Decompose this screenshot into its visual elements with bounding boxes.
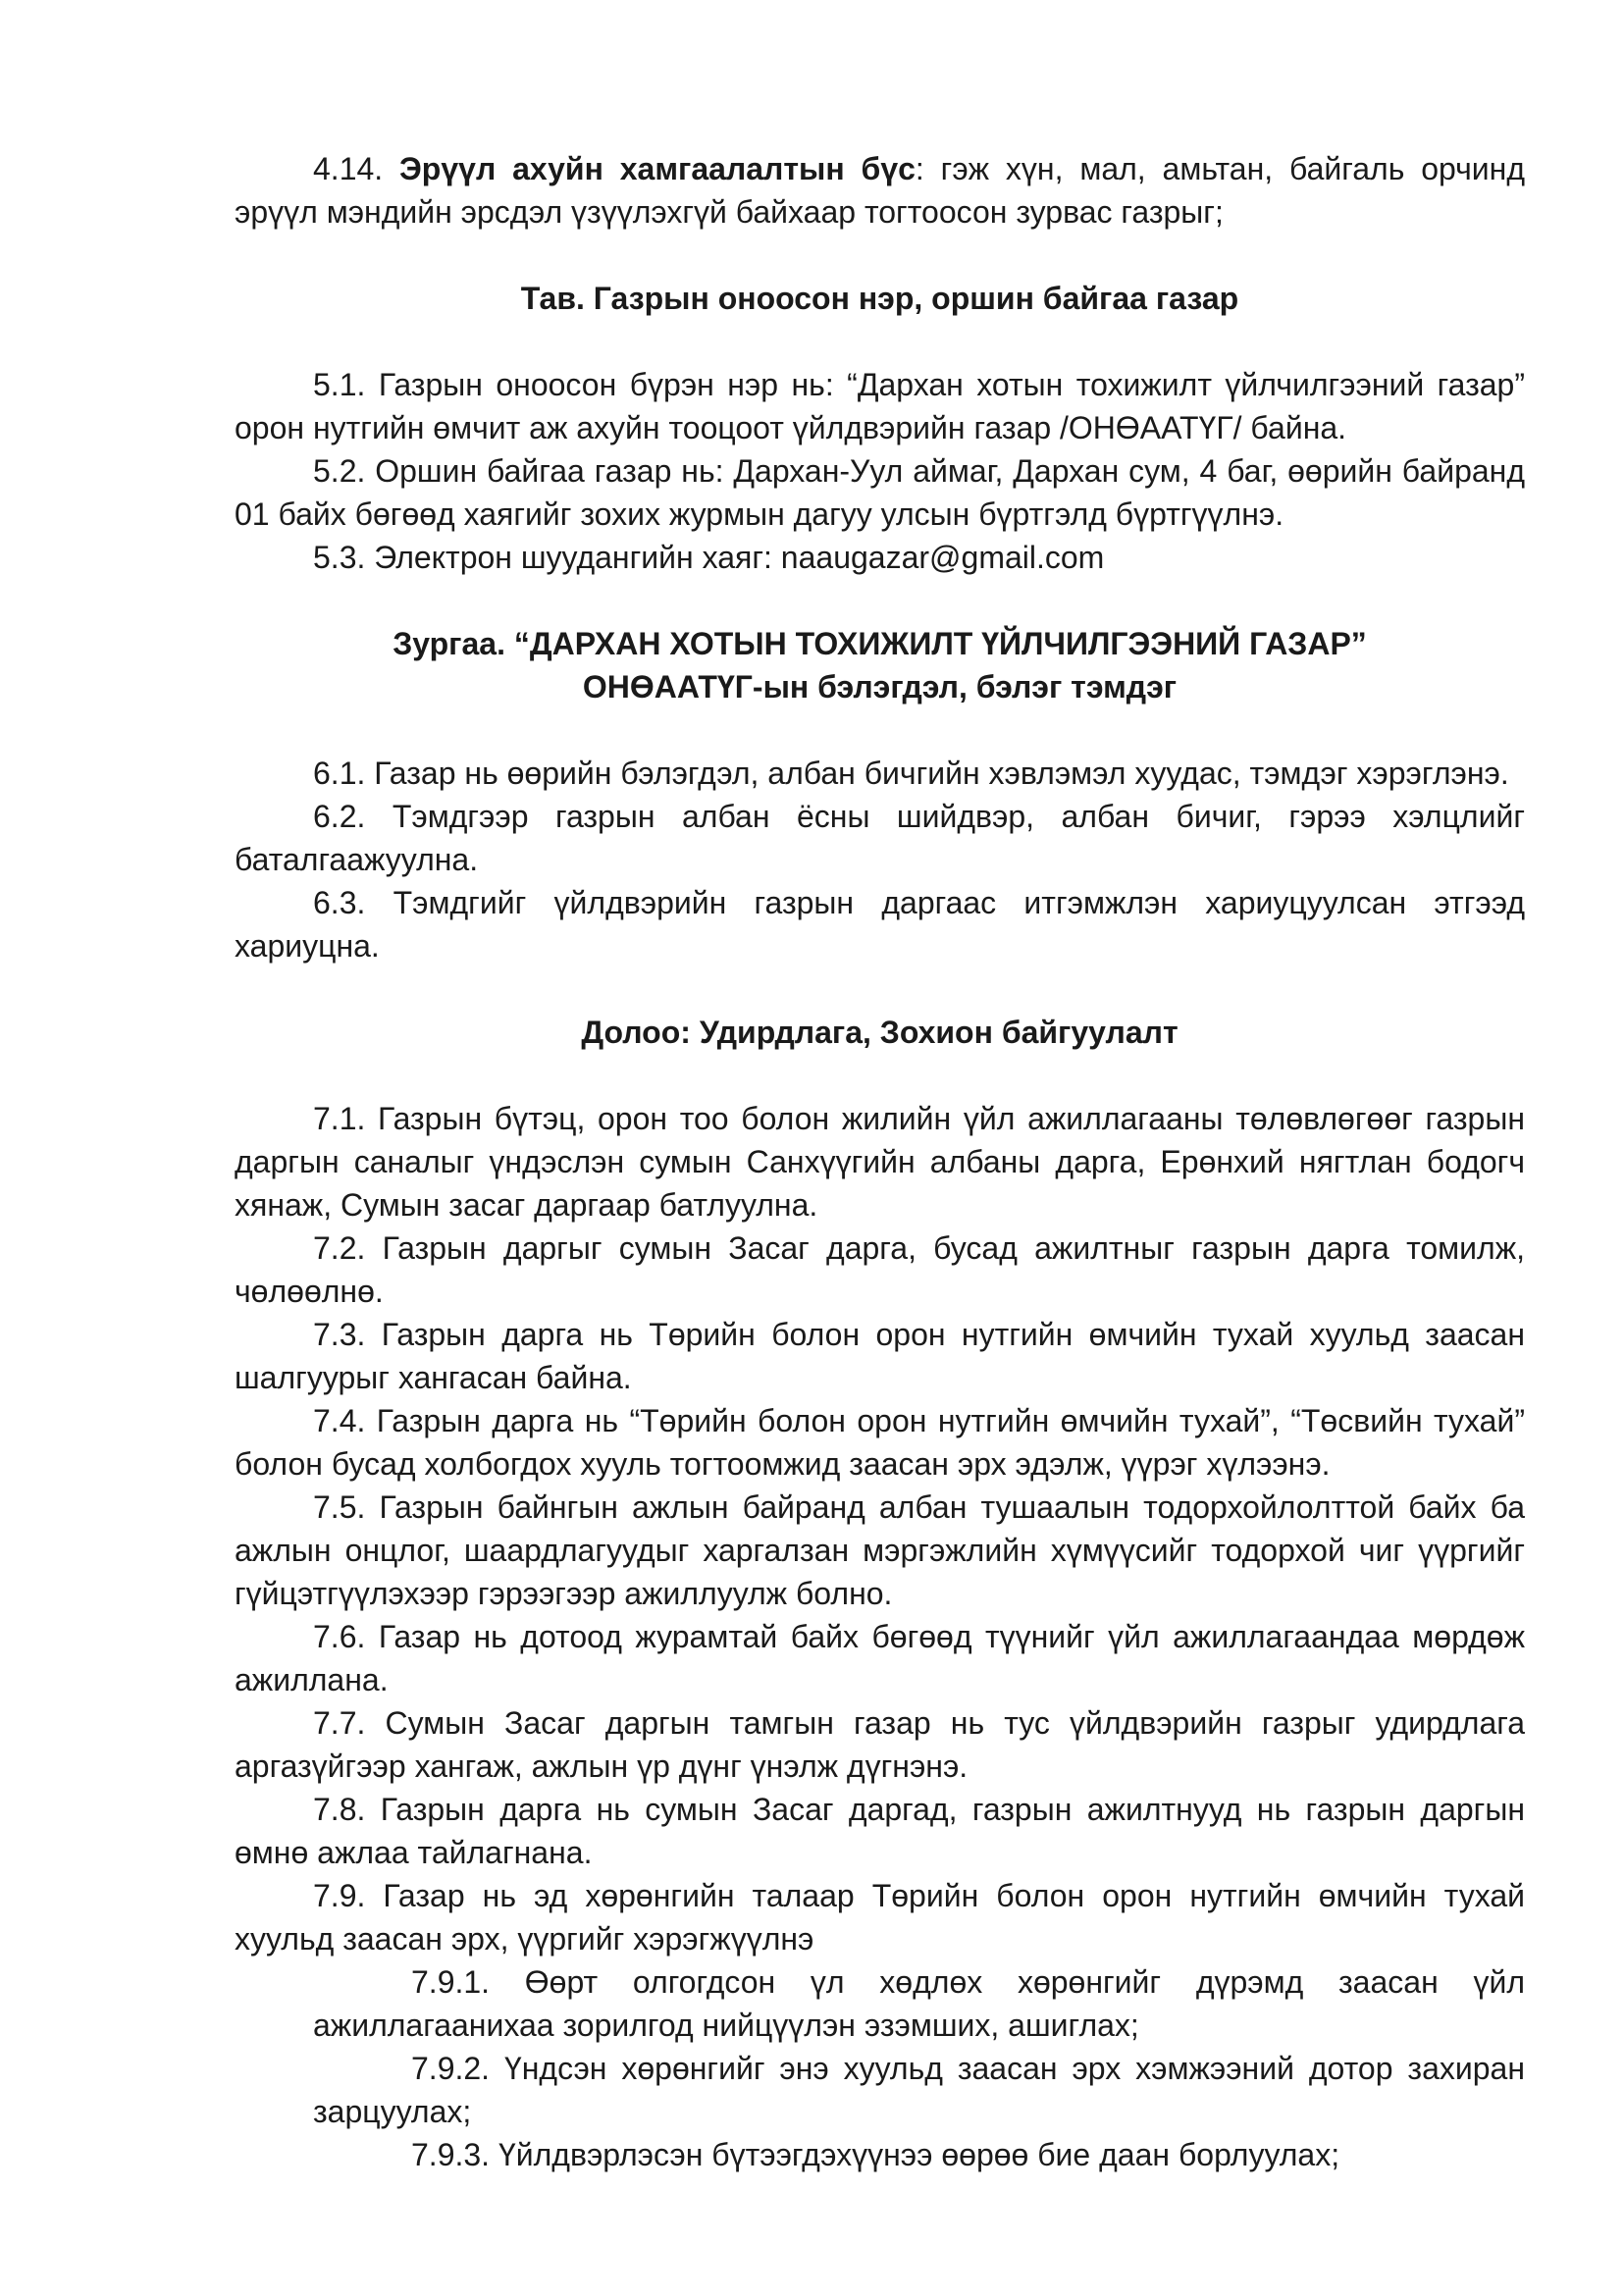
- clause-7-9: 7.9. Газар нь эд хөрөнгийн талаар Төрийн болон орон нутгийн өмчийн тухай хуульд заасан эрх, үүргийг хэрэгжүүлнэ: [235, 1878, 1525, 1957]
- section-6-heading-line2: ОНӨААТҮГ-ын бэлэгдэл, бэлэг тэмдэг: [582, 669, 1178, 704]
- clause-6-3: 6.3. Тэмдгийг үйлдвэрийн газрын даргаас итгэмжлэн хариуцуулсан этгээд хариуцна.: [235, 885, 1525, 964]
- clause-6-1: 6.1. Газар нь өөрийн бэлэгдэл, албан бичгийн хэвлэмэл хуудас, тэмдэг хэрэглэнэ.: [313, 756, 1509, 791]
- defined-term: Эрүүл ахуйн хамгаалалтын бүс: [399, 151, 916, 186]
- section-7-heading: Долоо: Удирдлага, Зохион байгуулалт: [581, 1015, 1179, 1050]
- clause-7-9-3: 7.9.3. Үйлдвэрлэсэн бүтээгдэхүүнээ өөрөө бие даан борлуулах;: [411, 2137, 1340, 2172]
- clause-7-7: 7.7. Сумын Засаг даргын тамгын газар нь тус үйлдвэрийн газрыг удирдлага аргазүйгээр хангаж, ажлын үр дүнг үнэлж дүгнэнэ.: [235, 1705, 1525, 1784]
- spacer: [235, 320, 1525, 363]
- spacer: [235, 967, 1525, 1011]
- spacer: [235, 1054, 1525, 1097]
- clause-7-9-2: 7.9.2. Үндсэн хөрөнгийг энэ хуульд заасан эрх хэмжээний дотор захиран зарцуулах;: [313, 2051, 1525, 2129]
- clause-7-4: 7.4. Газрын дарга нь “Төрийн болон орон нутгийн өмчийн тухай”, “Төсвийн тухай” болон бусад холбогдох хууль тогтоомжид заасан эрх эдэлж, үүрэг хүлээнэ.: [235, 1403, 1525, 1482]
- definition-text: : гэж хүн, мал, амьтан, байгаль орчинд эрүүл мэндийн эрсдэл үзүүлэхгүй байхаар тогтоосон зурвас газрыг;: [235, 151, 1526, 230]
- clause-7-9-1: 7.9.1. Өөрт олгогдсон үл хөдлөх хөрөнгийг дүрэмд заасан үйл ажиллагаанихаа зорилгод нийцүүлэн эзэмших, ашиглах;: [313, 1964, 1525, 2043]
- clause-5-3: 5.3. Электрон шуудангийн хаяг: naaugazar@gmail.com: [313, 540, 1105, 575]
- section-6-heading-line1: Зургаа. “ДАРХАН ХОТЫН ТОХИЖИЛТ ҮЙЛЧИЛГЭЭНИЙ ГАЗАР”: [393, 626, 1367, 661]
- clause-5-2: 5.2. Оршин байгаа газар нь: Дархан-Уул аймаг, Дархан сум, 4 баг, өөрийн байранд 01 байх бөгөөд хаягийг зохих журмын дагуу улсын бүртгэлд бүртгүүлнэ.: [235, 453, 1525, 532]
- paragraph-4-14: [235, 147, 1525, 234]
- clause-6-2: 6.2. Тэмдгээр газрын албан ёсны шийдвэр, албан бичиг, гэрээ хэлцлийг баталгаажуулна.: [235, 799, 1525, 877]
- clause-number: 4.14.: [313, 151, 384, 186]
- spacer: [235, 708, 1525, 752]
- clause-7-8: 7.8. Газрын дарга нь сумын Засаг даргад, газрын ажилтнууд нь газрын даргын өмнө ажлаа тайлагнана.: [235, 1792, 1525, 1870]
- clause-7-2: 7.2. Газрын даргыг сумын Засаг дарга, бусад ажилтныг газрын дарга томилж, чөлөөлнө.: [235, 1230, 1525, 1309]
- clause-7-5: 7.5. Газрын байнгын ажлын байранд албан тушаалын тодорхойлолттой байх ба ажлын онцлог, шаардлагуудыг харгалзан мэргэжлийн хүмүүсийг тодорхой чиг үүргийг гүйцэтгүүлэхээр гэрээгээр ажиллуулж болно.: [235, 1489, 1525, 1611]
- clause-7-6: 7.6. Газар нь дотоод журамтай байх бөгөөд түүнийг үйл ажиллагаандаа мөрдөж ажиллана.: [235, 1619, 1525, 1697]
- spacer: [235, 234, 1525, 277]
- clause-5-1: 5.1. Газрын оноосон бүрэн нэр нь: “Дархан хотын тохижилт үйлчилгээний газар” орон нутгийн өмчит аж ахуйн тооцоот үйлдвэрийн газар /ОНӨААТҮГ/ байна.: [235, 367, 1525, 445]
- spacer: [235, 579, 1525, 622]
- clause-7-1: 7.1. Газрын бүтэц, орон тоо болон жилийн үйл ажиллагааны төлөвлөгөөг газрын даргын саналыг үндэслэн сумын Санхүүгийн албаны дарга, Ерөнхий нягтлан бодогч хянаж, Сумын засаг даргаар батлуулна.: [235, 1101, 1525, 1223]
- section-5-heading: Тав. Газрын оноосон нэр, оршин байгаа газар: [520, 281, 1239, 316]
- clause-7-3: 7.3. Газрын дарга нь Төрийн болон орон нутгийн өмчийн тухай хуульд заасан шалгуурыг хангасан байна.: [235, 1317, 1525, 1395]
